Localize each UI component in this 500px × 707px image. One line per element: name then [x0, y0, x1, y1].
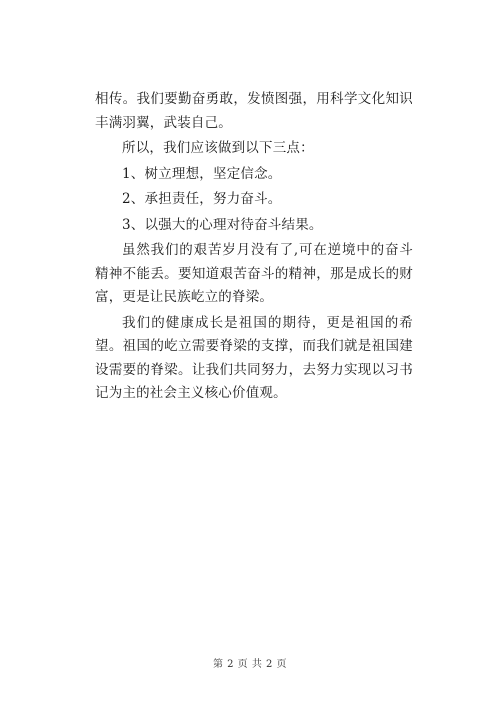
list-item-point-1: 1、树立理想，坚定信念。 [122, 165, 282, 182]
paragraph-conclusion: 我们的健康成长是祖国的期待，更是祖国的希望。祖国的屹立需要脊梁的支撑，而我们就是祖国建设需要的脊梁。让我们共同努力，去努力实现以习书记为主的社会主义核心价值观。 [95, 314, 413, 401]
paragraph-continuation: 相传。我们要勤奋勇敢，发愤图强，用科学文化知识丰满羽翼，武装自己。 [95, 91, 413, 131]
paragraph-intro-points: 所以，我们应该做到以下三点： [122, 140, 314, 156]
paragraph-hardship-spirit: 虽然我们的艰苦岁月没有了,可在逆境中的奋斗精神不能丢。要知道艰苦奋斗的精神，那是成长的财富，更是让民族屹立的脊梁。 [95, 242, 413, 305]
list-item-point-2: 2、承担责任，努力奋斗。 [122, 191, 282, 207]
document-body [95, 88, 413, 406]
page-number-footer: 第 2 页 共 2 页 [212, 659, 288, 670]
list-item-point-3: 3、以强大的心理对待奋斗结果。 [122, 216, 323, 233]
